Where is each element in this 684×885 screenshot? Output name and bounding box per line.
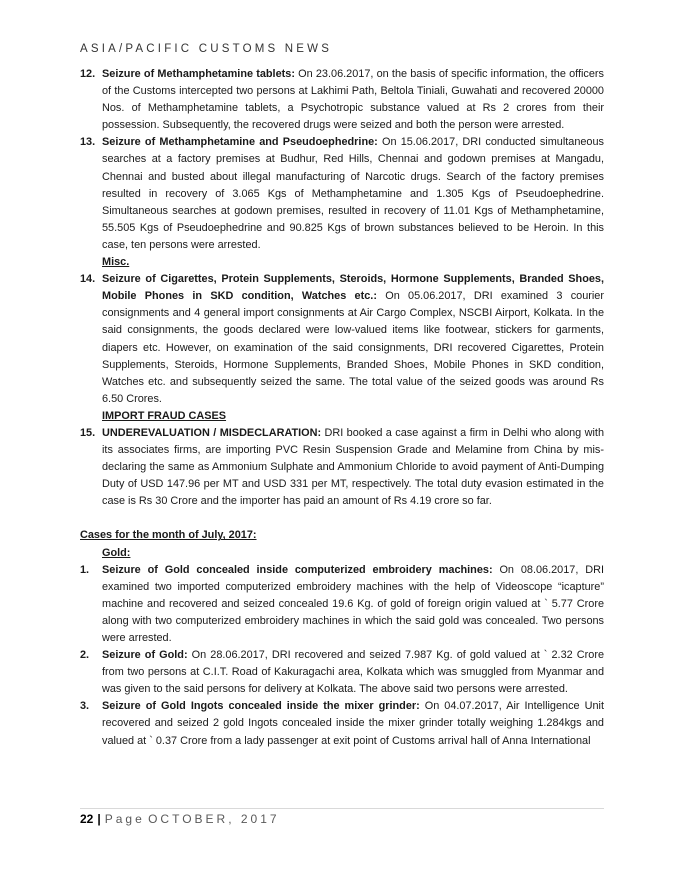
item-text: DRI booked a case against a firm in Delhi who along with its associates firms, are importing PVC Resin Suspension Grade and Melamine from China by mis-declaring the same as Ammonium Sulphate and Ammonium Chloride to avoid payment of Anti-Dumping Duty of USD 147.96 per MT and USD 331 per MT, respectively. The total duty evasion estimated in the case is Rs 30 Crore and the importer has paid an amount of Rs 4.19 crore so far. xyxy=(102,426,604,508)
footer-divider xyxy=(80,808,604,809)
subheading-misc: Misc. xyxy=(102,256,130,269)
item-text: On 05.06.2017, DRI examined 3 courier consignments and 4 general import consignments at Air Cargo Complex, NSCBI Airport, Kolkata. In the said consignments, the goods declared were low-valued items like footwear, stickers for garments, diapers etc. However, on examination of the said consignments, DRI recovered Cigarettes, Protein Supplements, Steroids, Hormone Supplements, Branded Shoes, Mobile Phones in SKD condition, Watches etc. and subsequently seized the same. The total value of the seized goods was around Rs 6.50 Crores. xyxy=(102,290,604,405)
item-text: On 23.06.2017, on the basis of specific information, the officers of the Customs intercepted two persons at Lakhimi Path, Beltola Tiniali, Guwahati and recovered 20000 Nos. of Methamphetamine tablets, a Psychotropic substance valued at Rs 2 crores from their possession. Subsequently, the recovered drugs were seized and both the person were arrested. xyxy=(102,68,604,132)
page-word: Page xyxy=(104,812,145,826)
item-number: 13. xyxy=(80,136,96,149)
issue-date: OCTOBER, 2017 xyxy=(148,812,280,826)
subheading-import-fraud: IMPORT FRAUD CASES xyxy=(102,409,227,422)
section-heading: Cases for the month of July, 2017: xyxy=(80,529,257,542)
running-header: ASIA/PACIFIC CUSTOMS NEWS xyxy=(80,43,333,55)
item-number: 12. xyxy=(80,68,96,80)
list-item xyxy=(80,66,604,134)
item-title: Seizure of Methamphetamine tablets: xyxy=(102,68,295,80)
list-item xyxy=(80,425,604,510)
page-footer xyxy=(80,812,280,826)
list-item xyxy=(80,134,604,254)
item-title: Seizure of Gold concealed inside computerized embroidery machines: xyxy=(102,563,493,576)
item-number: 1. xyxy=(80,563,90,576)
item-text: On 08.06.2017, DRI examined two imported computerized embroidery machines with the help of Videoscope “icapture” machine and recovered and seized concealed 19.6 Kg. of gold of foreign origin valued at ` 5.77 Crore along with two computerized embroidery machines in which the said gold was concealed. Two persons were arrested. xyxy=(102,563,604,644)
item-number: 2. xyxy=(80,649,90,662)
item-text: On 28.06.2017, DRI recovered and seized 7.987 Kg. of gold valued at ` 2.32 Crore from two persons at C.I.T. Road of Kakuragachi area, Kolkata which was smuggled from Myanmar and was given to the said persons for delivery at Kolkata. The above said two persons were arrested. xyxy=(102,649,604,696)
item-number: 15. xyxy=(80,426,96,439)
subheading-gold: Gold: xyxy=(102,546,131,559)
list-item xyxy=(80,562,604,647)
item-title: UNDEREVALUATION / MISDECLARATION: xyxy=(102,426,322,439)
list-item xyxy=(80,698,604,749)
item-text: On 15.06.2017, DRI conducted simultaneous searches at a factory premises at Budhur, Red Hills, Chennai and godown premises at Mangadu, Chennai and busted about illegal manufacturing of Narcotic drugs. Search of the factory premises resulted in recovery of 3.065 Kgs of Methamphetamine and 1.305 Kgs of Pseudoephedrine. Simultaneous searches at godown premises, resulted in recovery of 11.01 Kgs of Methamphetamine, 55.505 Kgs of Pseudoephedrine and 90.825 Kgs of brown substances believed to be Heroin. In this case, ten persons were arrested. xyxy=(102,136,604,251)
page-number: 22 xyxy=(80,812,94,826)
item-text: On 04.07.2017, Air Intelligence Unit recovered and seized 2 gold Ingots concealed inside the mixer grinder totally weighing 1.284kgs and valued at ` 0.37 Crore from a lady passenger at exit point of Customs arrival hall of Anna International xyxy=(102,700,604,747)
page-content xyxy=(80,66,604,750)
item-number: 3. xyxy=(80,700,90,713)
footer-separator: | xyxy=(97,812,101,826)
item-title: Seizure of Gold Ingots concealed inside the mixer grinder: xyxy=(102,700,420,713)
item-number: 14. xyxy=(80,273,96,286)
item-title: Seizure of Cigarettes, Protein Supplements, Steroids, Hormone Supplements, Branded Shoes, Mobile Phones in SKD condition, Watches etc.: xyxy=(102,273,604,303)
item-title: Seizure of Methamphetamine and Pseudoephedrine: xyxy=(102,136,378,149)
list-item xyxy=(80,647,604,698)
spacer xyxy=(80,510,604,527)
item-title: Seizure of Gold: xyxy=(102,649,188,662)
list-item xyxy=(80,271,604,408)
